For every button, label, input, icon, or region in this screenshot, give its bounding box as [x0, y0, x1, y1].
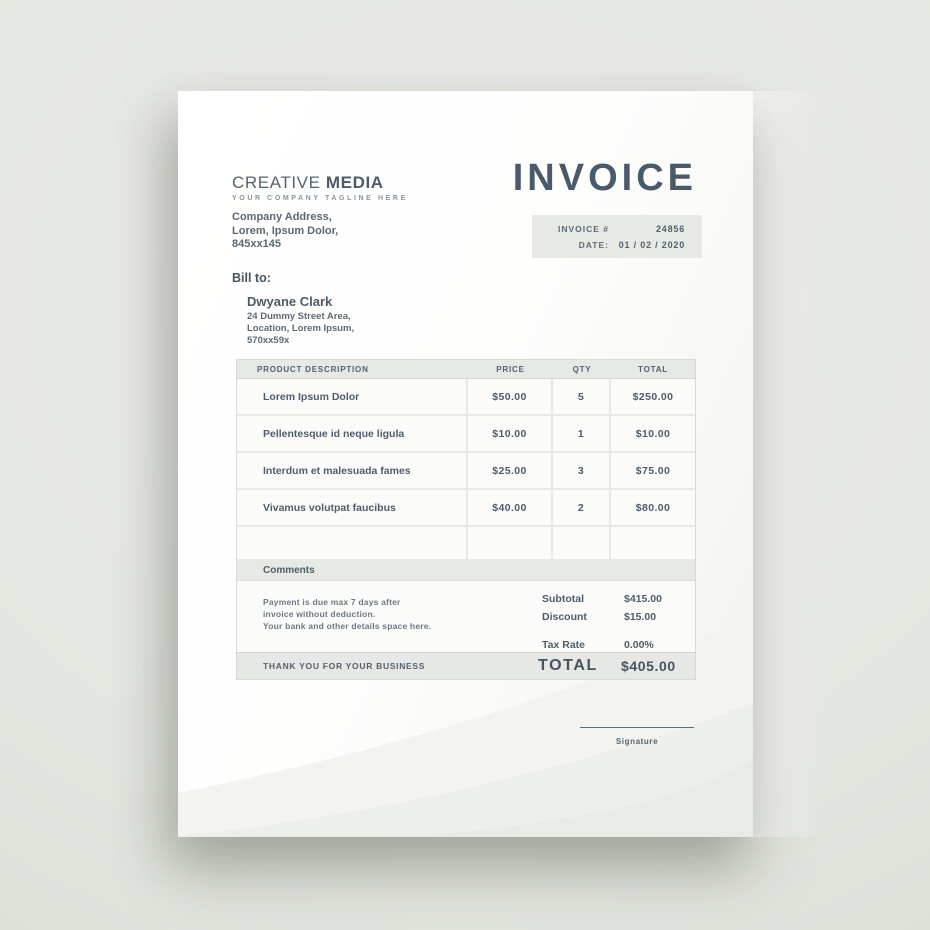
invoice-number-value: 24856 — [655, 224, 685, 234]
item-qty: 2 — [553, 490, 611, 527]
invoice-page — [178, 91, 753, 837]
column-header-description: PRODUCT DESCRIPTION — [257, 364, 369, 374]
item-description — [237, 527, 468, 561]
table-row — [237, 490, 695, 527]
table-row — [237, 453, 695, 490]
discount-label: Discount — [542, 611, 587, 623]
table-row — [237, 416, 695, 453]
column-header-total: TOTAL — [638, 364, 668, 374]
bill-to-address-line: 570xx59x — [247, 335, 290, 346]
item-total: $75.00 — [611, 453, 695, 490]
items-table — [236, 359, 696, 680]
table-row-empty — [237, 527, 695, 561]
table-header-row — [237, 360, 695, 379]
payment-terms-text — [263, 596, 431, 632]
item-qty: 1 — [553, 416, 611, 453]
thank-you-text: THANK YOU FOR YOUR BUSINESS — [263, 661, 426, 671]
company-tagline: YOUR COMPANY TAGLINE HERE — [232, 195, 408, 202]
invoice-date-value: 01 / 02 / 2020 — [618, 240, 685, 250]
item-qty: 3 — [553, 453, 611, 490]
subtotal-label: Subtotal — [542, 593, 584, 605]
invoice-title: INVOICE — [512, 157, 697, 199]
item-qty — [553, 527, 611, 561]
item-price: $50.00 — [468, 379, 553, 416]
item-price: $40.00 — [468, 490, 553, 527]
grand-total-label: TOTAL — [538, 657, 598, 674]
grand-total-value: $405.00 — [621, 658, 676, 674]
grand-total-row — [237, 652, 695, 679]
bill-to-address-line: Location, Lorem Ipsum, — [247, 323, 355, 334]
comments-header: Comments — [237, 561, 695, 581]
item-total: $10.00 — [611, 416, 695, 453]
payment-terms-line: Payment is due max 7 days after — [263, 597, 401, 607]
item-description: Vivamus volutpat faucibus — [237, 490, 468, 527]
tax-rate-label: Tax Rate — [542, 639, 585, 651]
column-header-qty: QTY — [572, 364, 592, 374]
item-price: $10.00 — [468, 416, 553, 453]
company-block — [232, 173, 408, 252]
discount-value: $15.00 — [624, 611, 657, 623]
bill-to-block — [232, 271, 354, 347]
item-qty: 5 — [553, 379, 611, 416]
invoice-meta-box — [532, 215, 702, 258]
subtotal-row — [542, 590, 692, 608]
signature-line — [580, 727, 694, 749]
subtotal-value: $415.00 — [624, 593, 662, 605]
item-description: Pellentesque id neque ligula — [237, 416, 468, 453]
payment-terms-line: invoice without deduction. — [263, 609, 376, 619]
tax-rate-value: 0.00% — [624, 639, 654, 651]
invoice-date-label: DATE: — [578, 240, 609, 250]
item-total: $250.00 — [611, 379, 695, 416]
company-address-line: Lorem, Ipsum Dolor, — [232, 224, 339, 237]
item-description: Lorem Ipsum Dolor — [237, 379, 468, 416]
company-name-bold: MEDIA — [325, 173, 384, 192]
table-row — [237, 379, 695, 416]
bill-to-name: Dwyane Clark — [247, 294, 333, 309]
bill-to-address-line: 24 Dummy Street Area, — [247, 311, 351, 322]
item-total: $80.00 — [611, 490, 695, 527]
item-total — [611, 527, 695, 561]
company-name-light: CREATIVE — [232, 173, 321, 192]
invoice-date-row — [532, 237, 702, 253]
comments-section — [237, 581, 695, 652]
invoice-number-label: INVOICE # — [557, 224, 609, 234]
item-description: Interdum et malesuada fames — [237, 453, 468, 490]
company-address-line: 845xx145 — [232, 238, 281, 250]
totals-summary — [542, 590, 692, 654]
bill-to-address — [247, 311, 354, 347]
invoice-number-row — [532, 221, 702, 237]
discount-row — [542, 608, 692, 626]
company-logo — [232, 173, 408, 193]
signature-label: Signature — [615, 737, 659, 746]
payment-terms-line: Your bank and other details space here. — [263, 621, 432, 631]
item-price — [468, 527, 553, 561]
bill-to-label: Bill to: — [232, 271, 271, 285]
paper-edge-glow — [753, 91, 823, 837]
company-address — [232, 211, 408, 252]
item-price: $25.00 — [468, 453, 553, 490]
company-address-line: Company Address, — [232, 211, 332, 223]
column-header-price: PRICE — [496, 364, 525, 374]
